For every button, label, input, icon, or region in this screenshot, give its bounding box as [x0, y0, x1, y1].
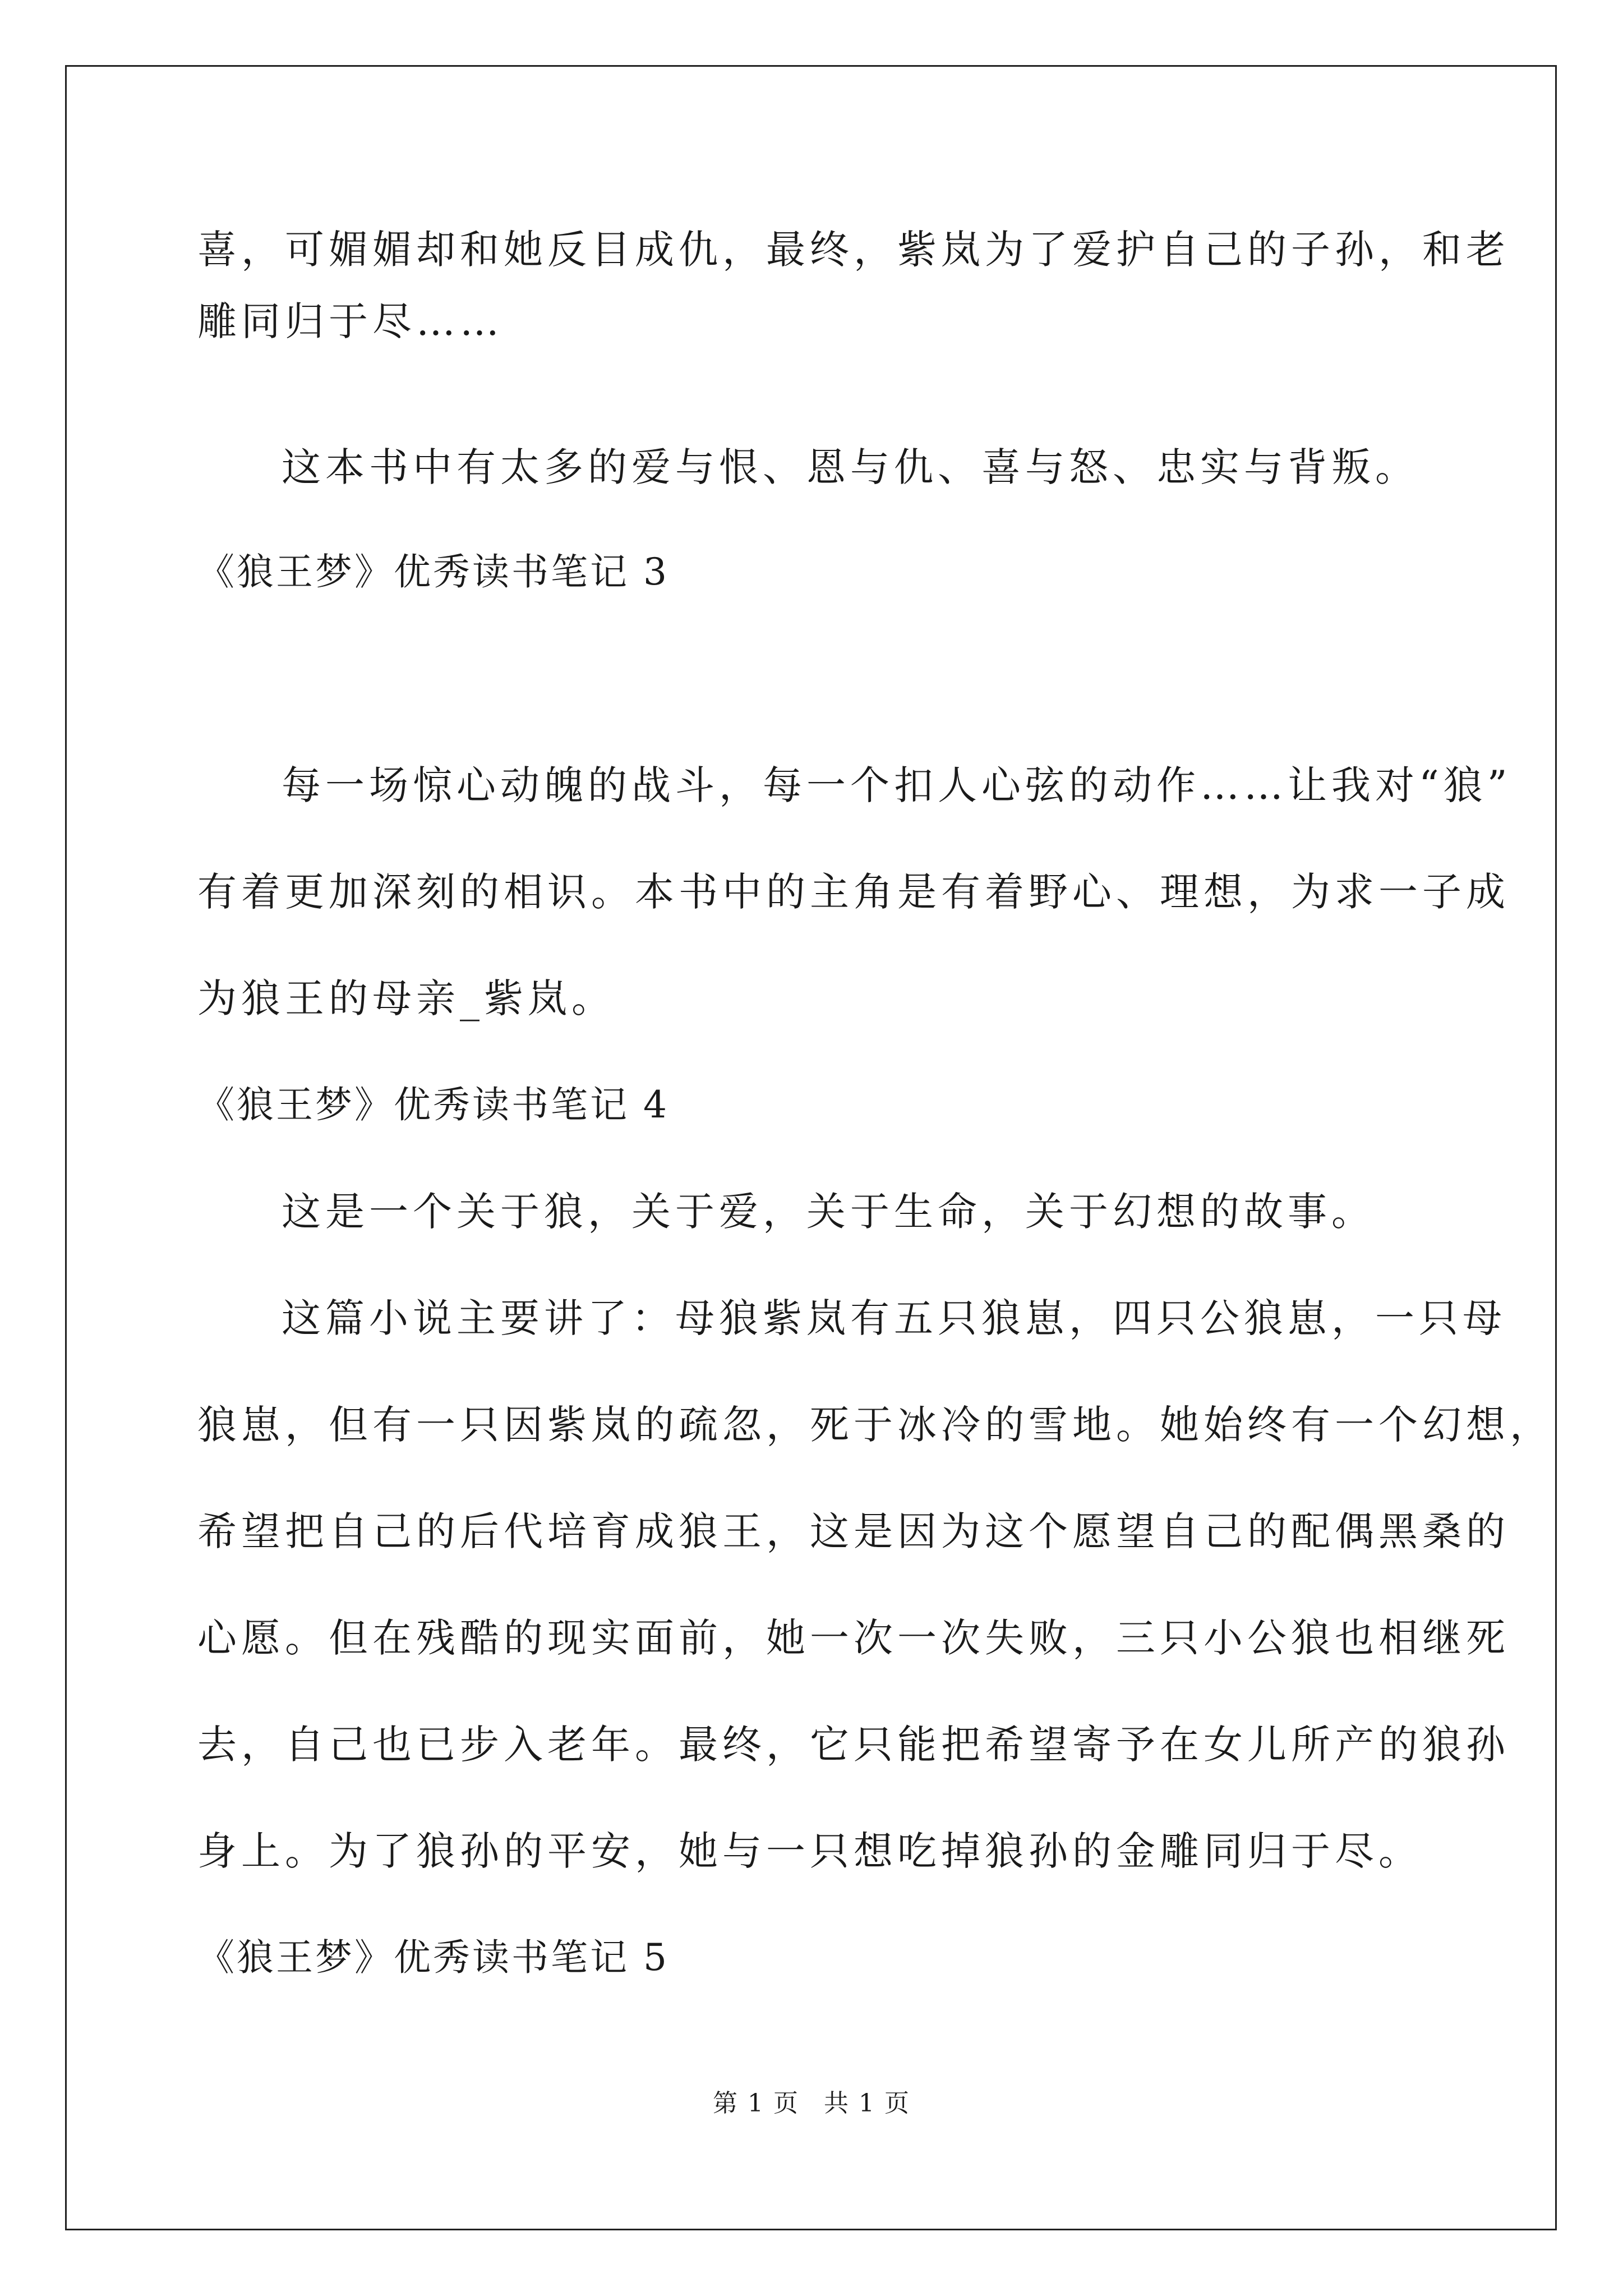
paragraph-line: 身上。为了狼孙的平安，她与一只想吃掉狼孙的金雕同归于尽。 [197, 1828, 1422, 1874]
page-number-total: 共 1 页 [824, 2089, 910, 2118]
paragraph-line: 每一场惊心动魄的战斗，每一个扣人心弦的动作……让我对“狼” [282, 762, 1512, 808]
paragraph-line: 这是一个关于狼，关于爱，关于生命，关于幻想的故事。 [282, 1189, 1375, 1235]
paragraph-line: 雕同归于尽…… [197, 298, 504, 344]
paragraph-line: 这本书中有太多的爱与恨、恩与仇、喜与怒、忠实与背叛。 [282, 444, 1419, 490]
page-number-current: 第 1 页 [713, 2089, 799, 2118]
paragraph-line: 有着更加深刻的相识。本书中的主角是有着野心、理想，为求一子成 [197, 869, 1510, 915]
paragraph-line: 这篇小说主要讲了：母狼紫岚有五只狼崽，四只公狼崽，一只母 [282, 1295, 1506, 1341]
page-border [65, 65, 1557, 2230]
paragraph-line: 希望把自己的后代培育成狼王，这是因为这个愿望自己的配偶黑桑的 [197, 1508, 1510, 1554]
section-heading: 《狼王梦》优秀读书笔记 3 [197, 550, 669, 593]
paragraph-line: 去，自己也已步入老年。最终，它只能把希望寄予在女儿所产的狼孙 [197, 1722, 1510, 1768]
paragraph-line: 心愿。但在残酷的现实面前，她一次一次失败，三只小公狼也相继死 [197, 1615, 1510, 1661]
paragraph-line: 喜，可媚媚却和她反目成仇，最终，紫岚为了爱护自己的子孙，和老 [197, 227, 1510, 273]
section-heading: 《狼王梦》优秀读书笔记 4 [197, 1083, 669, 1126]
section-heading: 《狼王梦》优秀读书笔记 5 [197, 1936, 669, 1979]
paragraph-line: 为狼王的母亲_紫岚。 [197, 976, 615, 1022]
page-footer [0, 2087, 1623, 2120]
paragraph-line: 狼崽，但有一只因紫岚的疏忽，死于冰冷的雪地。她始终有一个幻想， [197, 1402, 1553, 1448]
